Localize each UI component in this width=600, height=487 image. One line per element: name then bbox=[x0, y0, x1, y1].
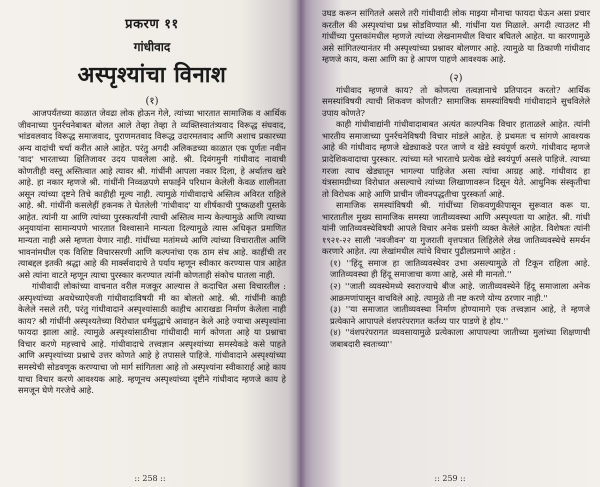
chapter-subtitle: गांधीवाद bbox=[133, 40, 171, 54]
paragraph: गांधीवाद म्हणजे काय? तो कोणत्या तत्वज्ञानाचे प्रतिपादन करतो? आर्थिक समस्यांविषयी त्याची शिकवण कोणती? सामाजिक समस्यांविषयी गांधीवादाने सुचविलेले उपाय कोणते? bbox=[322, 84, 590, 118]
list-item: (२) ''जाती व्यवस्थेमध्ये स्वराज्याचे बीज आहे. जातीव्यवस्थेने हिंदू समाजाला अनेक आक्रमणांपासून वाचविले आहे. त्यामुळे ती नष्ट करणे योग्य ठरणार नाही.'' bbox=[330, 281, 590, 303]
chapter-label: प्रकरण ११ bbox=[125, 17, 179, 32]
paragraph: उघड करून सांगितले असले तरी गांधीवादी लोक माझ्या मौनाचा फायदा घेऊन असा प्रचार करतील की अस्पृश्यांचा प्रश्न सोडविण्यात श्री. गांधींना यश मिळाले. अगदी त्याउलट मी गांधींच्या पुस्तकांमधील म्हणजे त्यांच्या लेखनामधील विचार बघितले आहेत. या कारणामुळे असे सांगितल्यानंतर मी अस्पृश्यांच्या प्रश्नावर बोलणार आहे. त्यामुळे या ठिकाणी गांधीवाद म्हणजे काय, कसा आणि का हे आपण पाहणे आवश्यक आहे. bbox=[322, 8, 590, 65]
paragraph: गांधीवादी लोकांच्या वाचनात वरील मजकूर आल्यास ते कदाचित असा विचारतील : अस्पृश्यांच्या अवधेच्याऐवजी गांधीवादाविषयी मी का बोलतो आहे. श्री. गांधींनी काही केलेले नसले तरी, परंतु गांधीवादाने अस्पृश्यांसाठी काहीच आराखडा निर्माण केलेला नाही काय? श्री गांधींनी अस्पृश्यतेच्या विरोधात धर्मयुद्धाचे आवाहन केले आहे ज्याचा अस्पृश्यांना फायदा झाला आहे. त्यामुळे अस्पृश्यांसाठीचा गांधीवादी मार्ग कोणता आहे या प्रश्नाचा विचार करणे महत्त्वाचे आहे. गांधीवादाचे तत्त्वज्ञान अस्पृश्यांच्या समस्येकडे कसे पाहते आणि अस्पृश्यांच्या प्रश्नाचे उत्तर कोणते आहे हे तपासले पाहिजे. गांधीवादाने अस्पृश्यांच्या समस्येची सोडवणूक करण्याचा जो मार्ग सांगितला आहे तो अस्पृश्यांना स्वीकारार्ह आहे काय याचा विचार करणे आवश्यक आहे. म्हणूनच अस्पृश्यांच्या दृष्टीने गांधीवाद म्हणजे काय हे समजून घेणे गरजेचे आहे. bbox=[18, 281, 286, 396]
paragraph: सामाजिक समस्यांविषयी श्री. गांधींच्या शिकवणुकीपासून सुरूवात करू या. भारतातील मुख्य सामाजिक समस्या जातीव्यवस्था आणि अस्पृश्यता या आहेत. श्री. गांधी यांनी जातिव्यवस्थेविषयी आपले विचार अनेक प्रसंगी व्यक्त केलेले आहेत. विशेषतः त्यांनी १९२१-२२ साली 'नवजीवन' या गुजराती वृत्तपत्रात लिहिलेले लेख जातिव्यवस्थेचे समर्थन करणारे आहेत. त्या लेखांमधील त्यांचे विचार पुढीलप्रमाणे आहेत : bbox=[322, 200, 590, 257]
page-number: :: 259 :: bbox=[434, 474, 466, 483]
paragraph: आजपर्यंतच्या काळात जेवढा लोक होऊन गेले, त्यांच्या भारतात सामाजिक व आर्थिक जीवनाच्या पुनर्रचनेबाबत बोलत आले तेव्हा तेव्हा ते व्यक्तिस्वातंत्र्यवाद विरूद्ध संघवाद, भांडवलवाद विरूद्ध समाजवाद, पुराणमतवाद विरूद्ध उदारमतवाद आणि अशाच प्रकारच्या अन्य वादांची चर्चा करीत आले आहेत. परंतु अगदी अलिकडच्या काळात एक पूर्णतः नवीन 'वाद' भारताच्या क्षितिजावर उदय पावलेला आहे. श्री. दिवंगमुनी गांधीवाद नावाची कोणतीही वस्तू अस्तित्वात आहे त्यावर श्री. गांधींनी आपला नकार दिला, हे अर्थातच खरे आहे. हा नकार म्हणजे श्री. गांधींनी निव्वळपणे सफाईने परिधान केलेली केवळ शालीनता असून त्यांच्या दृष्टने तिचे काहीही मूल्य नाही. त्यामुळे गांधीवादाचे अस्तित्व अविरत राहिले आहे. श्री. गांधींनी कसलेहीं हकनक ते घेतलेली 'गांधीवाद' या शीर्षकाची पुष्कळशी पुस्तके आहेत. त्यांनी या आणि त्यांच्या पुरस्कर्त्यांनी त्याची अस्तित्व मान्य केल्यामुळे आणि त्याच्या अनुयायांना सामान्यपणे भारतात विश्वासाने मान्यता दिल्यामुळे त्यास अधिकृत प्रमाणित मान्यता नाही असे म्हणता येणार नाही. गांधींच्या मतांमध्ये आणि त्यांच्या विचारातील आणि भावनांमधील एक विशिष्ट विचारसरणी आणि कल्पनांचा एक ठाम संच आहे. काहींची तर त्याबद्दल इतकी श्रद्धा आहे की मार्क्सवादाचे ते पर्याय म्हणून स्वीकार करण्यास पात्र आहेत असे त्यांना वाटते म्हणून त्याचा पुरस्कार करण्यात त्यांनी कोणताही संकोच घातला नाही. bbox=[18, 108, 286, 280]
section-number: (१) bbox=[145, 96, 159, 107]
list-item: (३) ''या समाजात जातीव्यवस्था निर्माण होण्यामागे एक तत्त्वज्ञान आहे, ते म्हणजे प्रत्येकाने आपापले वंशपरंपरागत कर्तव्य पार पाडणे हे होय.'' bbox=[330, 304, 590, 326]
chapter-title: अस्पृश्यांचा विनाश bbox=[77, 62, 227, 88]
right-page bbox=[300, 0, 600, 487]
paragraph: काही गांधीवाद्यांनी गांधीवादाबाबत अत्यंत काल्पनिक विचार हाताळले आहेत. त्यांनी भारतीय समाजाच्या पुनर्रचनेविषयी विचार मांडले आहेत. हे प्रथमतः च सांगणे आवश्यक आहे की गांधीवाद म्हणजे खेड्याकडे परत जाणे व खेडे स्वयंपूर्ण करणे. गांधीवाद म्हणजे प्रादेशिकवादाचा पुरस्कार. त्यांच्या मते भारताचे प्रत्येक खेडे स्वयंपूर्ण असले पाहिजे. त्याच्या गरजा त्याच खेड्यातून भागल्या पाहिजेत असा त्यांचा आग्रह आहे. गांधीवाद हा यंत्रसामग्रीच्या विरोधात असल्याचे त्यांच्या लिखाणावरून दिसून येते. आधुनिक संस्कृतीचा तो विरोधक आहे आणि प्राचीन जीवनपद्धतीचा पुरस्कर्ता आहे. bbox=[322, 119, 590, 199]
list-item: (१) ''हिंदू समाज हा जातिव्यवस्थेवर उभा असल्यामुळे तो टिकून राहिला आहे. जातिव्यवस्था ही हिंदू समाजाचा कणा आहे, असे मी मानतो.'' bbox=[330, 257, 590, 280]
section-number: (२) bbox=[449, 72, 463, 84]
list-item: (४) ''वंशपरंपरागत व्यवसायामुळे प्रत्येकाला आपापल्या जातीच्या मुलांच्या शिक्षणाची जबाबदारी स्वतःच्या'' bbox=[330, 327, 590, 349]
page-number: :: 258 :: bbox=[134, 474, 166, 483]
